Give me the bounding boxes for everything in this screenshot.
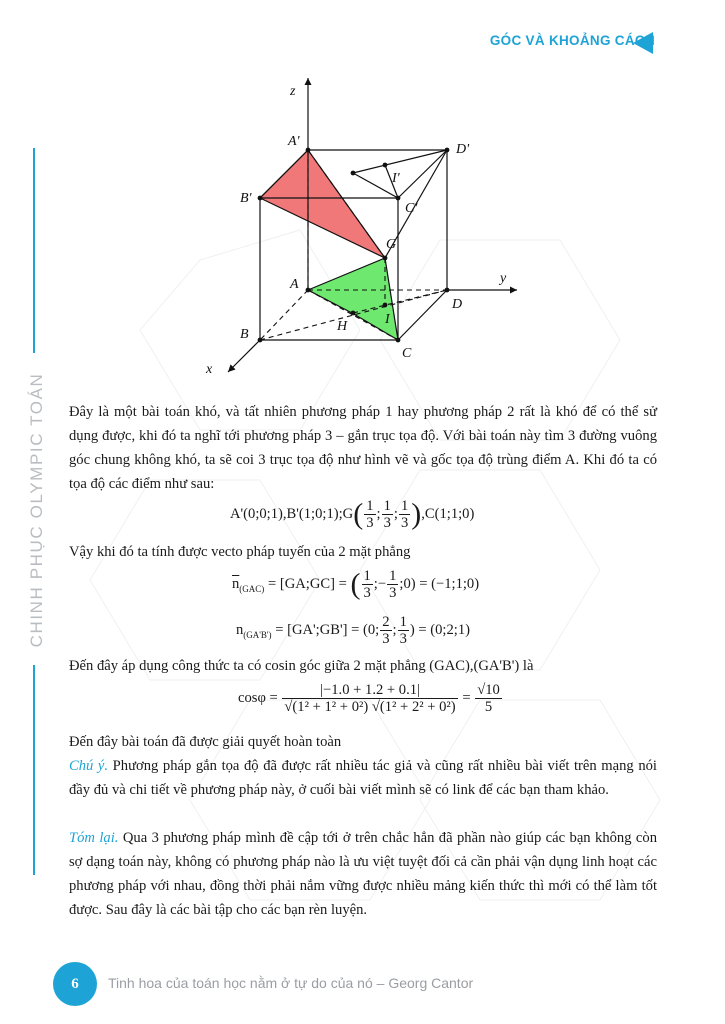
paragraph-summary: Tóm lại. Qua 3 phương pháp mình đề cập tới ở trên chắc hẳn đã phần nào giúp các bạn không còn sợ dạng toán này, không có phương pháp nào là ưu việt tuyệt đối cả cần phải vận dụng linh hoạt các phương pháp với nhau, đồng thời phải nắm vững được nhiều mảng kiến thức thì mới có thể làm tốt được. Sau đây là các bài tập cho các bạn rèn luyện. [69,830,657,918]
label-I1: I' [392,171,400,186]
normal-vector-gac: $\overline{n}_{(GAC)}$ = [GA;GC] = ( $\frac{1}{3}$ ;− $\frac{1}{3}$ ;0) = (−1;1;0) [232,567,480,601]
label-C: C [402,346,412,361]
label-G: G [386,237,397,252]
footer-quote: Tinh hoa của toán học nằm ở tự do của nó – Georg Cantor [108,975,474,991]
paragraph-intro: Đây là một bài toán khó, và tất nhiên phương pháp 1 hay phương pháp 2 rất là khó để có thể sử dụng được, khi đó ta nghĩ tới phương pháp 3 – gắn trục tọa độ. Với bài toán này tìm 3 đường vuông góc chung không khó, ta sẽ coi 3 trục tọa độ như hình vẽ và gốc tọa độ trùng điểm A. Khi đó ta có tọa độ các điểm như sau: [69,404,657,492]
label-I: I [385,312,390,327]
label-H: H [337,319,348,334]
label-A1: A' [288,134,300,149]
label-D: D [452,297,463,312]
label-A: A [290,277,299,292]
label-B: B [240,327,249,342]
cosine-formula: cosφ = $\frac{|-1.0 + 1.2 + 0.1|}{\text{√(1² + 1² + 0²) √(1² + 2² + 0²)}}$ = $\frac{√10}{5}$ [238,682,500,715]
paragraph-note: Chú ý. Phương pháp gắn tọa độ đã được rất nhiều tác giả và cũng rất nhiều bài viết trên mạng nói đầy đủ và chi tiết về phương pháp này, ở cuối bài viết mình sẽ có link để các bạn tham khảo. [69,758,657,798]
paragraph-solved: Đến đây bài toán đã được giải quyết hoàn toàn [69,734,342,750]
page-header-title: GÓC VÀ KHOẢNG CÁCH [489,33,655,48]
label-y: y [500,271,507,286]
coordinates-formula: A'(0;0;1),B'(1;0;1);G( $\frac{1}{3}$ ; $\frac{1}{3}$ ; $\frac{1}{3}$ ),C(1;1;0) [230,497,475,531]
sidebar-line-bottom [33,665,35,875]
label-C1: C' [405,201,418,216]
label-z: z [290,84,296,99]
header-triangle-icon [633,32,653,54]
label-B1: B' [240,191,252,206]
paragraph-normal-vectors: Vậy khi đó ta tính được vecto pháp tuyến của 2 mặt phẳng [69,544,411,560]
label-x: x [206,362,213,377]
paragraph-cosine: Đến đây áp dụng công thức ta có cosin góc giữa 2 mặt phẳng (GAC),(GA'B') là [69,658,534,674]
label-D1: D' [456,142,470,157]
page-number: 6 [53,962,97,1006]
red-face [260,150,385,258]
normal-vector-gab: $n_{(GA'B')}$ = [GA';GB'] = (0; $\frac{2}{3}$ ; $\frac{1}{3}$ ) = (0;2;1) [236,614,470,647]
cube-figure [195,70,535,390]
sidebar-line-top [33,148,35,353]
